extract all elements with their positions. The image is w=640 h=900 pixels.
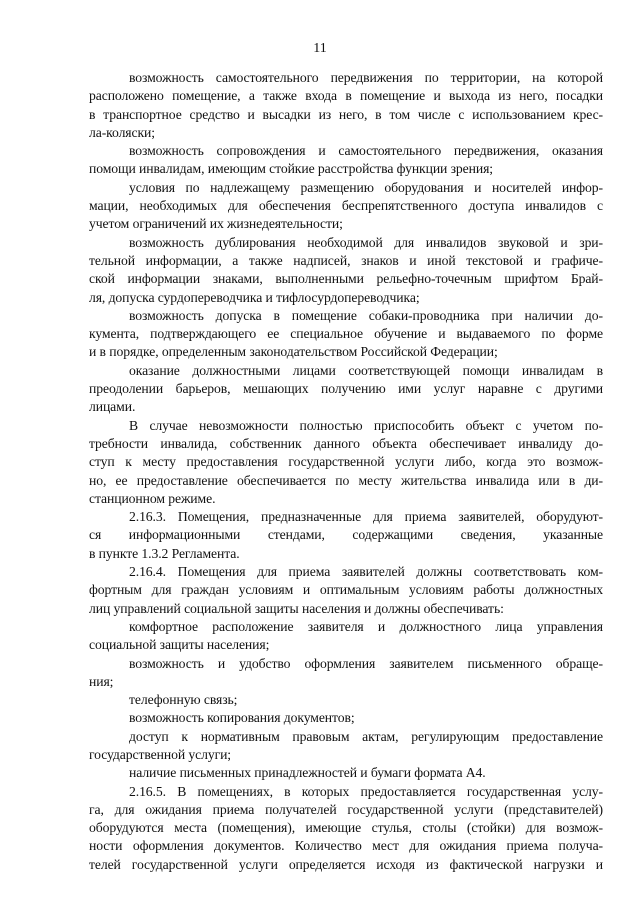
text-line: тельной информации, а также надписей, знаков и иной текстовой и графиче- bbox=[89, 252, 603, 268]
text-line: мации, необходимых для обеспечения беспрепятственного доступа инвалидов с bbox=[89, 198, 603, 214]
text-line: учетом ограничений их жизнедеятельности; bbox=[89, 216, 343, 232]
text-line: возможность дублирования необходимой для инвалидов звуковой и зри- bbox=[129, 234, 603, 250]
text-line: но, ее предоставление обеспечивается по месту жительства инвалида или в ди- bbox=[89, 472, 603, 488]
text-line: помощи инвалидам, имеющим стойкие расстройства функции зрения; bbox=[89, 161, 493, 177]
text-line: лицами. bbox=[89, 399, 136, 415]
text-line: оборудуются места (помещения), имеющие стулья, столы (стойки) для возмож- bbox=[89, 820, 603, 836]
text-line: 2.16.3. Помещения, предназначенные для приема заявителей, оборудуют- bbox=[129, 509, 603, 525]
document-body bbox=[89, 69, 603, 874]
text-line: ля, допуска сурдопереводчика и тифлосурдопереводчика; bbox=[89, 289, 420, 305]
text-line: возможность сопровождения и самостоятельного передвижения, оказания bbox=[129, 143, 603, 159]
text-line: и в порядке, определенным законодательством Российской Федерации; bbox=[89, 344, 498, 360]
text-line: ния; bbox=[89, 673, 114, 689]
text-line: 2.16.4. Помещения для приема заявителей должны соответствовать ком- bbox=[129, 564, 603, 580]
text-line: лиц управлений социальной защиты населения и должны обеспечивать: bbox=[89, 600, 504, 616]
text-line: телей государственной услуги определяется исходя из фактической нагрузки и bbox=[89, 856, 603, 872]
text-line: в транспортное средство и высадки из него, в том числе с использованием крес- bbox=[89, 106, 603, 122]
text-line: оказание должностными лицами соответствующей помощи инвалидам в bbox=[129, 362, 603, 378]
text-line: государственной услуги; bbox=[89, 746, 232, 762]
text-line: возможность копирования документов; bbox=[129, 710, 355, 726]
text-line: возможность и удобство оформления заявителем письменного обраще- bbox=[129, 655, 603, 671]
text-line: преодолении барьеров, мешающих получению ими услуг наравне с другими bbox=[89, 381, 603, 397]
text-line: станционном режиме. bbox=[89, 490, 216, 506]
text-line: ской информации знаками, выполненными рельефно-точечным шрифтом Брай- bbox=[89, 271, 603, 287]
text-line: условия по надлежащему размещению оборудования и носителей инфор- bbox=[129, 179, 603, 195]
text-line: возможность самостоятельного передвижения по территории, на которой bbox=[129, 70, 603, 85]
text-line: наличие письменных принадлежностей и бумаги формата А4. bbox=[129, 765, 486, 781]
text-line: социальной защиты населения; bbox=[89, 637, 270, 653]
text-line: возможность допуска в помещение собаки-проводника при наличии до- bbox=[129, 307, 603, 323]
text-line: ла-коляски; bbox=[89, 124, 155, 140]
text-line: расположено помещение, а также входа в помещение и выхода из него, посадки bbox=[89, 88, 603, 104]
text-line: комфортное расположение заявителя и должностного лица управления bbox=[129, 618, 603, 634]
text-line: ступ к месту предоставления государственной услуги либо, когда это возмож- bbox=[89, 454, 603, 470]
text-line: требности инвалида, собственник данного объекта обеспечивает инвалиду до- bbox=[89, 435, 603, 451]
text-line: га, для ожидания приема получателей государственной услуги (представителей) bbox=[89, 801, 603, 817]
page-number: 11 bbox=[313, 41, 327, 56]
text-line: в пункте 1.3.2 Регламента. bbox=[89, 545, 240, 561]
text-line: доступ к нормативным правовым актам, регулирующим предоставление bbox=[129, 728, 603, 744]
text-line: телефонную связь; bbox=[129, 692, 238, 708]
text-line: кумента, подтверждающего ее специальное обучение и выдаваемого по форме bbox=[89, 326, 603, 342]
text-line: ся информационными стендами, содержащими сведения, указанные bbox=[89, 527, 603, 543]
text-line: 2.16.5. В помещениях, в которых предоставляется государственная услу- bbox=[129, 783, 603, 799]
text-line: ности оформления документов. Количество мест для ожидания приема получа- bbox=[89, 838, 603, 854]
text-line: В случае невозможности полностью приспособить объект с учетом по- bbox=[129, 417, 603, 433]
text-line: фортным для граждан условиям и оптимальным условиям работы должностных bbox=[89, 582, 603, 598]
